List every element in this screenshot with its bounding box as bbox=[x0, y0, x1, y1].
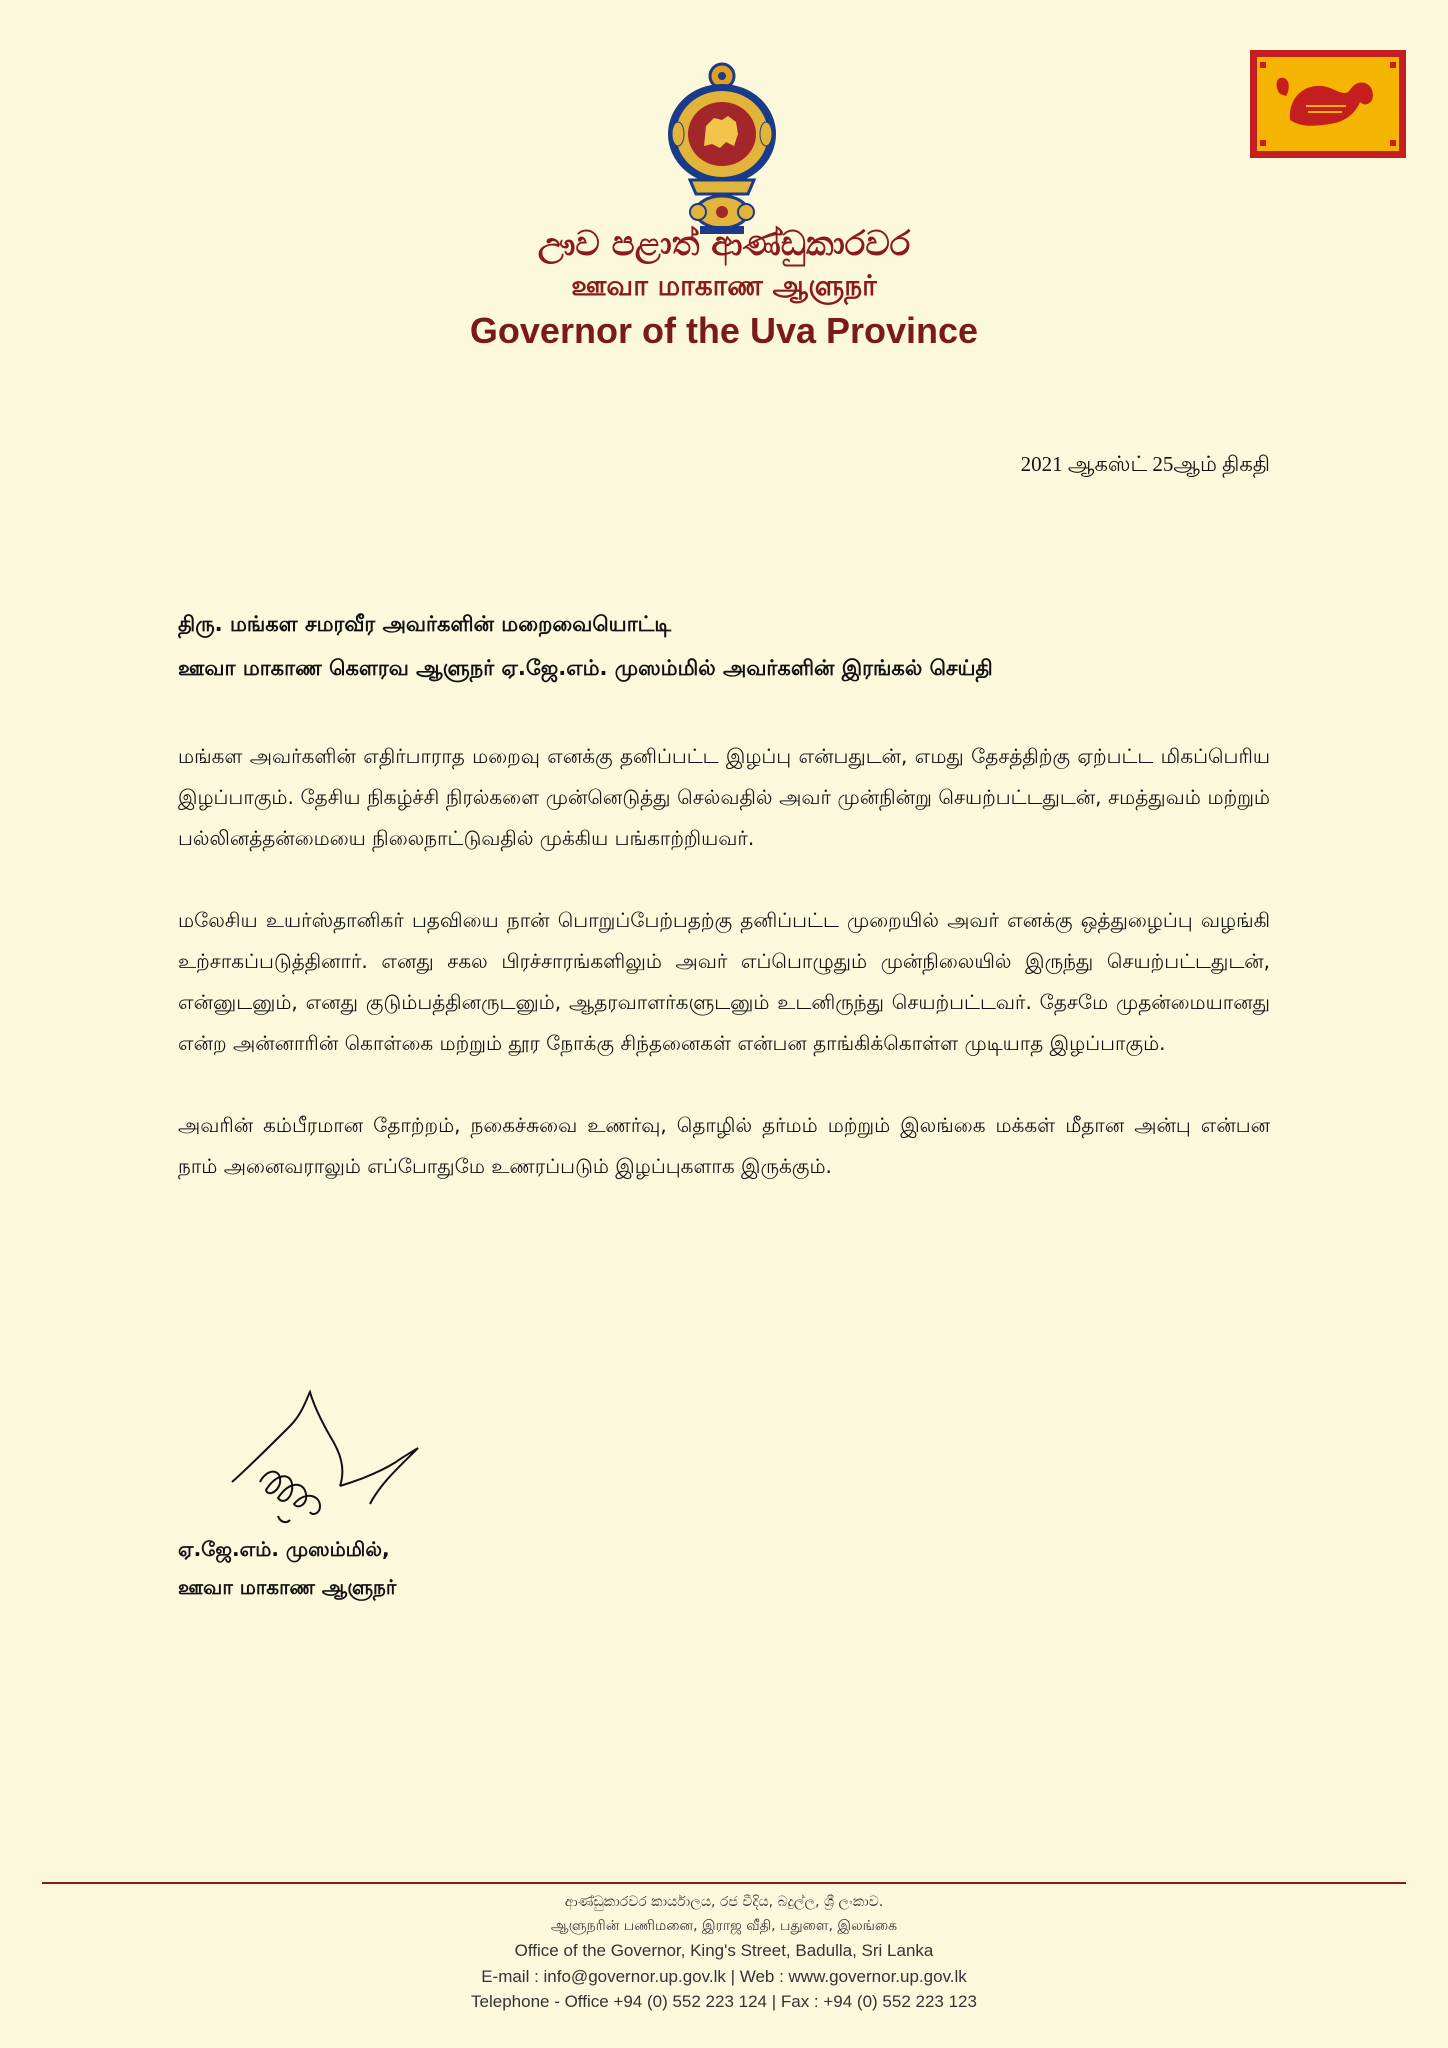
footer-address-english: Office of the Governor, King's Street, Badulla, Sri Lanka bbox=[514, 1941, 934, 1960]
subject-line-1: திரு. மங்கள சமரவீர அவர்களின் மறைவையொட்டி bbox=[178, 612, 672, 636]
letter-body bbox=[178, 736, 1270, 1228]
body-paragraph-1: மங்கள அவர்களின் எதிர்பாராத மறைவு எனக்கு தனிப்பட்ட இழப்பு என்பதுடன், எமது தேசத்திற்கு ஏற்பட்ட மிகப்பெரிய இழப்பாகும். தேசிய நிகழ்ச்சி நிரல்களை முன்னெடுத்து செல்வதில் அவர் முன்நின்று செயற்பட்டதுடன், சமத்துவம் மற்றும் பல்லினத்தன்மையை நிலைநாட்டுவதில் முக்கிய பங்காற்றியவர். bbox=[178, 744, 1271, 850]
body-paragraph-2: மலேசிய உயர்ஸ்தானிகர் பதவியை நான் பொறுப்பேற்பதற்கு தனிப்பட்ட முறையில் அவர் எனக்கு ஒத்துழைப்பு வழங்கி உற்சாகப்படுத்தினார். எனது சகல பிரச்சாரங்களிலும் அவர் எப்பொழுதும் முன்நிலையில் இருந்து செயற்பட்டதுடன், என்னுடனும், எனது குடும்பத்தினருடனும், ஆதரவாளர்களுடனும் உடனிருந்து செயற்பட்டவர். தேசமே முதன்மையானது என்ற அன்னாரின் கொள்கை மற்றும் தூர நோக்கு சிந்தனைகள் என்பன தாங்கிக்கொள்ள முடியாத இழப்பாகும். bbox=[178, 908, 1270, 1055]
body-paragraph-3: அவரின் கம்பீரமான தோற்றம், நகைச்சுவை உணர்வு, தொழில் தர்மம் மற்றும் இலங்கை மக்கள் மீதான அன்பு என்பன நாம் அனைவராலும் எப்போதுமே உணரப்படும் இழப்புகளாக இருக்கும். bbox=[178, 1113, 1270, 1178]
uva-flag-icon bbox=[1250, 50, 1406, 158]
signatory-name: ஏ.ஜே.எம். முஸம்மில், bbox=[178, 1537, 390, 1561]
letterhead-title-sinhala: ඌව පළාත් ආණ්ඩුකාරවර bbox=[537, 224, 911, 264]
footer-address-tamil: ஆளுநரின் பணிமனை, இராஜ வீதி, பதுளை, இலங்கை bbox=[550, 1918, 898, 1934]
subject-line-2: ஊவா மாகாண கௌரவ ஆளுநர் ஏ.ஜே.எம். முஸம்மில் அவர்களின் இரங்கல் செய்தி bbox=[178, 656, 993, 680]
national-emblem-icon bbox=[660, 62, 784, 238]
signatory-block bbox=[178, 1530, 396, 1606]
letterhead-title-english: Governor of the Uva Province bbox=[469, 310, 979, 351]
letter-date: 2021 ஆகஸ்ட் 25ஆம் திகதி bbox=[1020, 452, 1270, 476]
footer-email-web: E-mail : info@governor.up.gov.lk | Web : www.governor.up.gov.lk bbox=[481, 1967, 967, 1986]
letterhead-title-tamil: ஊவா மாகாண ஆளுநர் bbox=[571, 269, 877, 302]
footer-phone-fax: Telephone - Office +94 (0) 552 223 124 | Fax : +94 (0) 552 223 123 bbox=[471, 1992, 977, 2011]
footer-address-sinhala: ආණ්ඩුකාරවර කාර්යාලය, රජ වීදිය, බදුල්ල, ශ්‍රී ලංකාව. bbox=[564, 1894, 884, 1910]
letterhead bbox=[300, 222, 1148, 356]
signature-mark bbox=[220, 1386, 460, 1536]
letter-subject bbox=[178, 602, 1270, 690]
signatory-title: ஊவா மாகாண ஆளுநர் bbox=[178, 1575, 397, 1599]
footer-divider bbox=[42, 1882, 1406, 1884]
letter-footer bbox=[0, 1890, 1448, 2014]
